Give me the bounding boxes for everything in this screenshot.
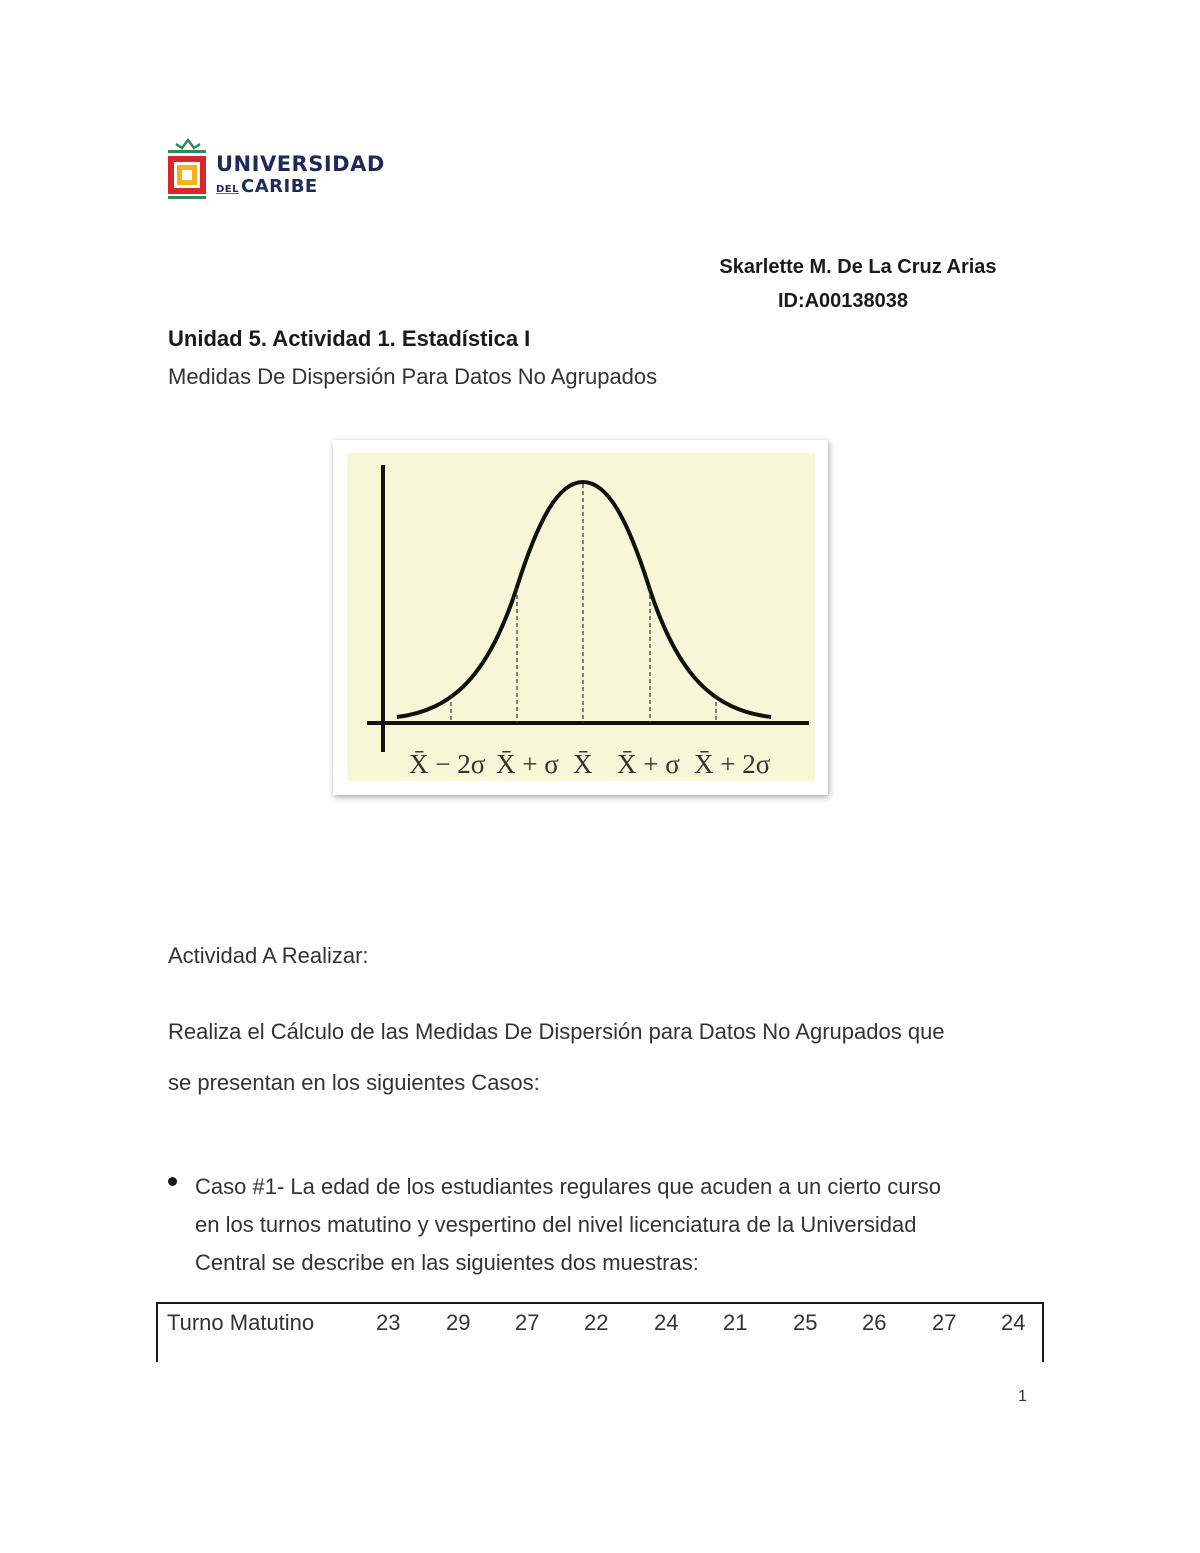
logo-line-2 <box>216 176 318 197</box>
instruction-line-1: Realiza el Cálculo de las Medidas De Dispersión para Datos No Agrupados que <box>168 1019 945 1044</box>
instruction-line-2: se presentan en los siguientes Casos: <box>168 1070 540 1095</box>
logo-caribe: CARIBE <box>241 176 318 197</box>
label-minus-2sigma: X̄ − 2σ <box>409 749 486 779</box>
table-cell: 23 <box>376 1310 401 1335</box>
figure-background <box>347 453 815 781</box>
page-title: Unidad 5. Actividad 1. Estadística I <box>168 326 531 351</box>
case-1-line-2: en los turnos matutino y vespertino del nivel licenciatura de la Universidad <box>195 1212 917 1237</box>
table-cell: 21 <box>723 1310 748 1335</box>
label-plus-2sigma: X̄ + 2σ <box>694 749 771 779</box>
table-cell: 27 <box>515 1310 540 1335</box>
logo-emblem-icon <box>166 136 210 202</box>
bullet-icon <box>168 1177 177 1186</box>
author-id: ID:A00138038 <box>777 290 909 312</box>
page-subtitle: Medidas De Dispersión Para Datos No Agrupados <box>168 364 658 389</box>
case-1-line-1: Caso #1- La edad de los estudiantes regulares que acuden a un cierto curso <box>195 1174 942 1199</box>
activity-heading: Actividad A Realizar: <box>168 943 369 968</box>
label-mean: X̄ <box>573 749 593 779</box>
table-cell: 26 <box>862 1310 887 1335</box>
label-plus-sigma: X̄ + σ <box>617 749 680 779</box>
table-cell: 29 <box>446 1310 471 1335</box>
label-minus-sigma: X̄ + σ <box>496 749 559 779</box>
table-cell: 25 <box>793 1310 818 1335</box>
table-row-label: Turno Matutino <box>167 1310 315 1335</box>
table-cell: 27 <box>932 1310 957 1335</box>
logo-line-1: UNIVERSIDAD <box>216 152 385 176</box>
table-cell: 24 <box>654 1310 679 1335</box>
ages-table <box>156 1302 1044 1362</box>
normal-distribution-figure <box>333 440 828 795</box>
bell-curve-chart <box>333 440 828 795</box>
page-number: 1 <box>1018 1388 1027 1405</box>
table-cell: 22 <box>584 1310 609 1335</box>
case-1-line-3: Central se describe en las siguientes dos muestras: <box>195 1250 699 1275</box>
logo-del: DEL <box>216 184 240 195</box>
case-1-description <box>195 1168 1033 1282</box>
table-cell: 24 <box>1001 1310 1026 1335</box>
university-logo <box>166 136 385 202</box>
author-name: Skarlette M. De La Cruz Arias <box>719 256 997 278</box>
